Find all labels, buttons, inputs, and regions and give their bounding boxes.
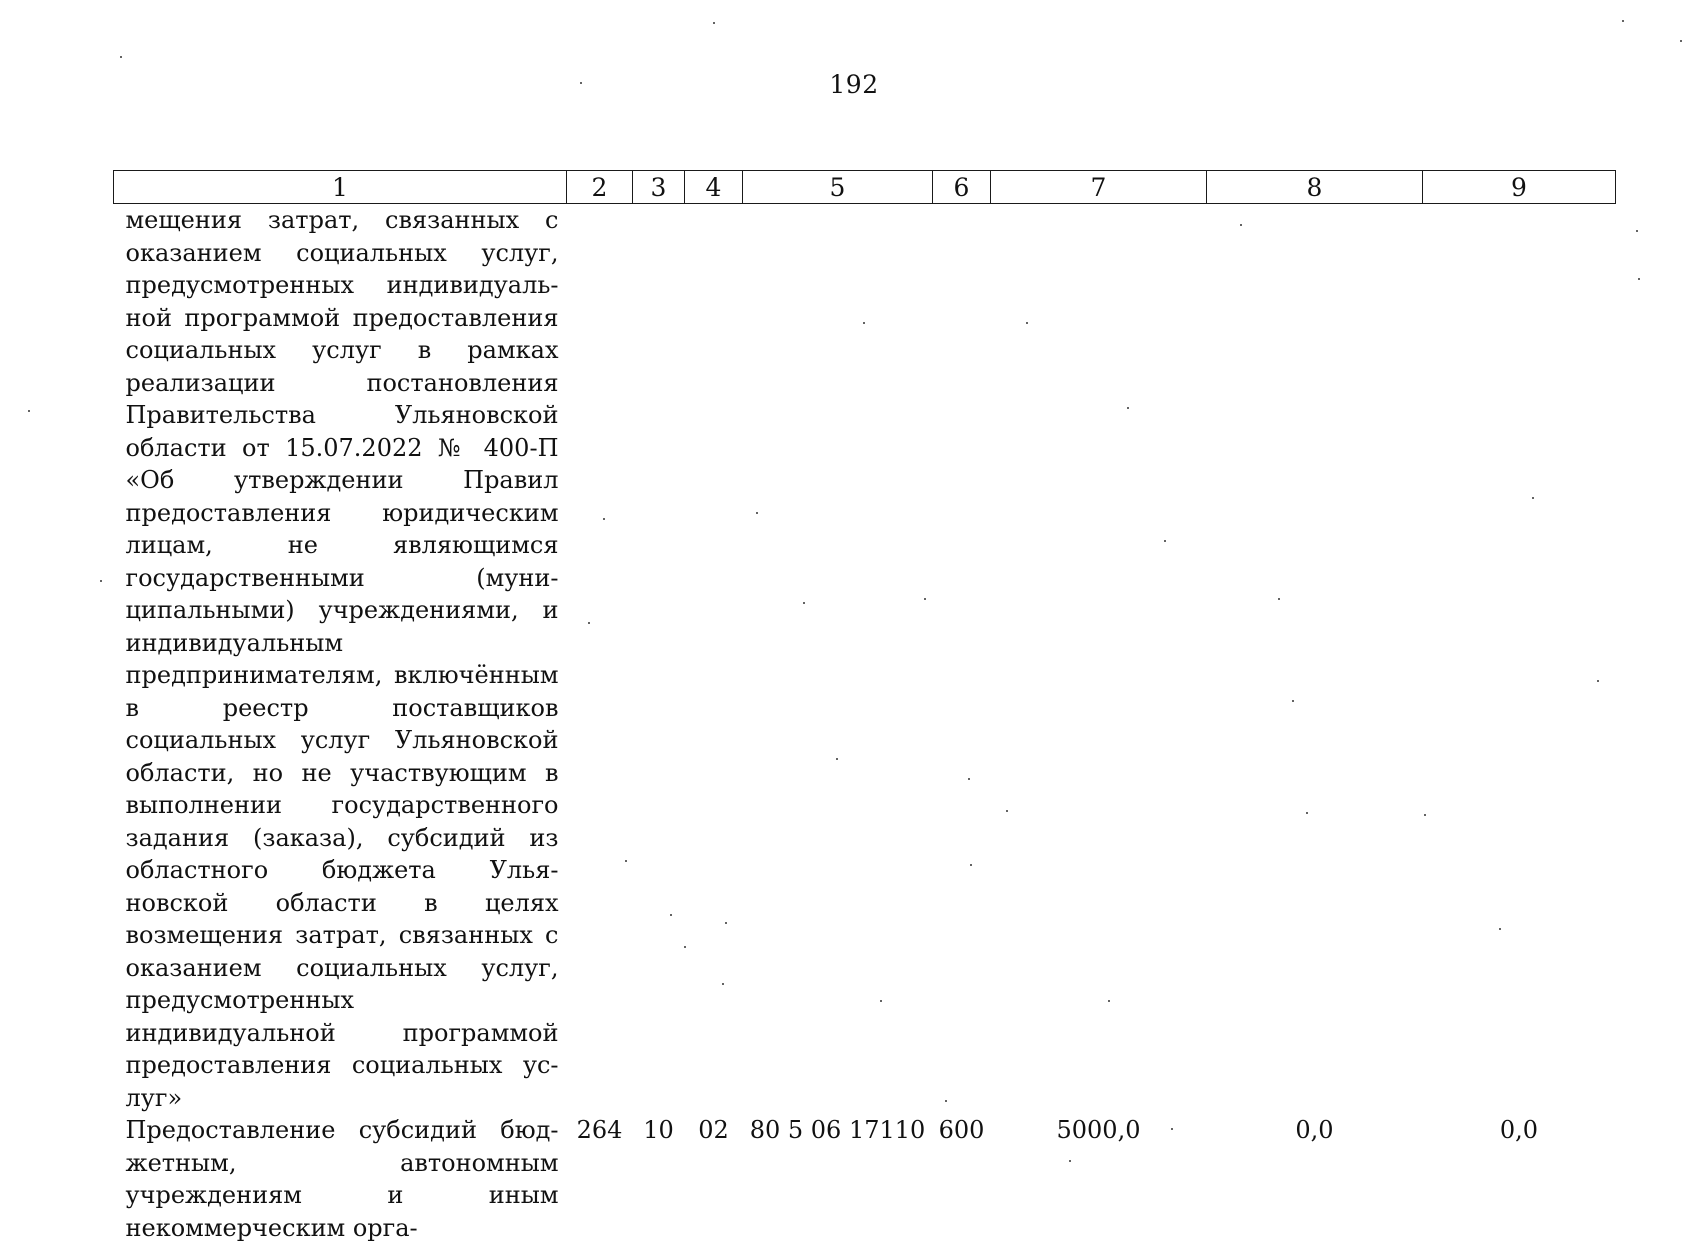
scan-speck xyxy=(1292,700,1294,702)
scan-speck xyxy=(588,622,590,624)
scan-speck xyxy=(968,778,970,780)
scan-speck xyxy=(924,598,926,600)
column-header-7: 7 xyxy=(991,171,1207,204)
scan-speck xyxy=(684,946,686,948)
cell-col2: 264 xyxy=(576,1116,623,1144)
table-row xyxy=(114,1114,1616,1244)
cell-col3 xyxy=(633,204,685,1115)
row-description: Предоставление субсидий бюджетным, автономным учреждениям и иным некоммерческим орга- xyxy=(125,1116,559,1242)
cell-col6 xyxy=(933,204,991,1115)
scan-speck xyxy=(1306,812,1308,814)
column-header-6: 6 xyxy=(933,171,991,204)
cell-col8 xyxy=(1207,204,1423,1115)
scan-speck xyxy=(722,983,724,985)
column-header-8: 8 xyxy=(1207,171,1423,204)
scan-speck xyxy=(580,82,582,84)
scan-speck xyxy=(1638,278,1640,280)
budget-table xyxy=(113,170,1616,1244)
cell-col6: 600 xyxy=(938,1116,985,1144)
scan-speck xyxy=(28,410,30,412)
scan-speck xyxy=(1026,322,1028,324)
cell-col8: 0,0 xyxy=(1295,1116,1334,1144)
scan-speck xyxy=(880,1000,882,1002)
scan-speck xyxy=(1278,598,1280,600)
scan-speck xyxy=(1622,20,1624,22)
scan-speck xyxy=(1164,540,1166,542)
cell-col5 xyxy=(743,204,933,1115)
scan-speck xyxy=(120,56,122,58)
scan-speck xyxy=(1680,40,1682,42)
scan-speck xyxy=(100,580,102,582)
cell-col4: 02 xyxy=(698,1116,729,1144)
cell-col3: 10 xyxy=(643,1116,674,1144)
cell-col7: 5000,0 xyxy=(1056,1116,1141,1144)
column-header-1: 1 xyxy=(114,171,567,204)
cell-col4 xyxy=(685,204,743,1115)
scan-speck xyxy=(1240,224,1242,226)
scan-speck xyxy=(1108,1000,1110,1002)
scan-speck xyxy=(1532,497,1534,499)
scan-speck xyxy=(803,602,805,604)
cell-col2 xyxy=(567,204,633,1115)
cell-col9: 0,0 xyxy=(1499,1116,1539,1144)
scan-speck xyxy=(970,864,972,866)
column-header-9: 9 xyxy=(1423,171,1616,204)
scan-speck xyxy=(1424,814,1426,816)
cell-col5: 80 5 06 17110 xyxy=(749,1116,926,1144)
scan-speck xyxy=(756,512,758,514)
column-header-3: 3 xyxy=(633,171,685,204)
scan-speck xyxy=(945,1100,947,1102)
scan-speck xyxy=(670,914,672,916)
scan-speck xyxy=(1499,928,1501,930)
row-description: мещения затрат, связанных с оказанием социальных услуг, предусмотренных индивидуальной программой предоставления социальных услуг в рамках реализации постановления Правительства Ульяновской области от 15.07.2022 № 400-П «Об утверждении Правил предоставления юридическим лицам, не являющимся государственными (муниципальными) учреждениями, и индивидуальным предпринимателям, включённым в реестр поставщиков социальных услуг Ульяновской области, но не участвующим в выполнении государственного задания (заказа), субсидий из областного бюджета Ульяновской области в целях возмещения затрат, связанных с оказанием социальных услуг, предусмотренных индивидуальной программой предоставления социальных услуг» xyxy=(125,206,559,1112)
scan-speck xyxy=(1006,810,1008,812)
scan-speck xyxy=(863,322,865,324)
table-header-row xyxy=(114,171,1616,204)
scan-speck xyxy=(1636,230,1638,232)
cell-col9 xyxy=(1423,204,1616,1115)
column-header-4: 4 xyxy=(685,171,743,204)
column-header-2: 2 xyxy=(567,171,633,204)
scan-speck xyxy=(1171,1128,1173,1130)
page-number: 192 xyxy=(829,70,879,99)
table-row xyxy=(114,204,1616,1115)
scan-speck xyxy=(836,758,838,760)
scan-speck xyxy=(625,860,627,862)
scan-speck xyxy=(1597,680,1599,682)
column-header-5: 5 xyxy=(743,171,933,204)
scan-speck xyxy=(725,922,727,924)
scan-speck xyxy=(1069,1160,1071,1162)
scan-speck xyxy=(1127,407,1129,409)
scan-speck xyxy=(603,518,605,520)
cell-col7 xyxy=(991,204,1207,1115)
scan-speck xyxy=(713,22,715,24)
